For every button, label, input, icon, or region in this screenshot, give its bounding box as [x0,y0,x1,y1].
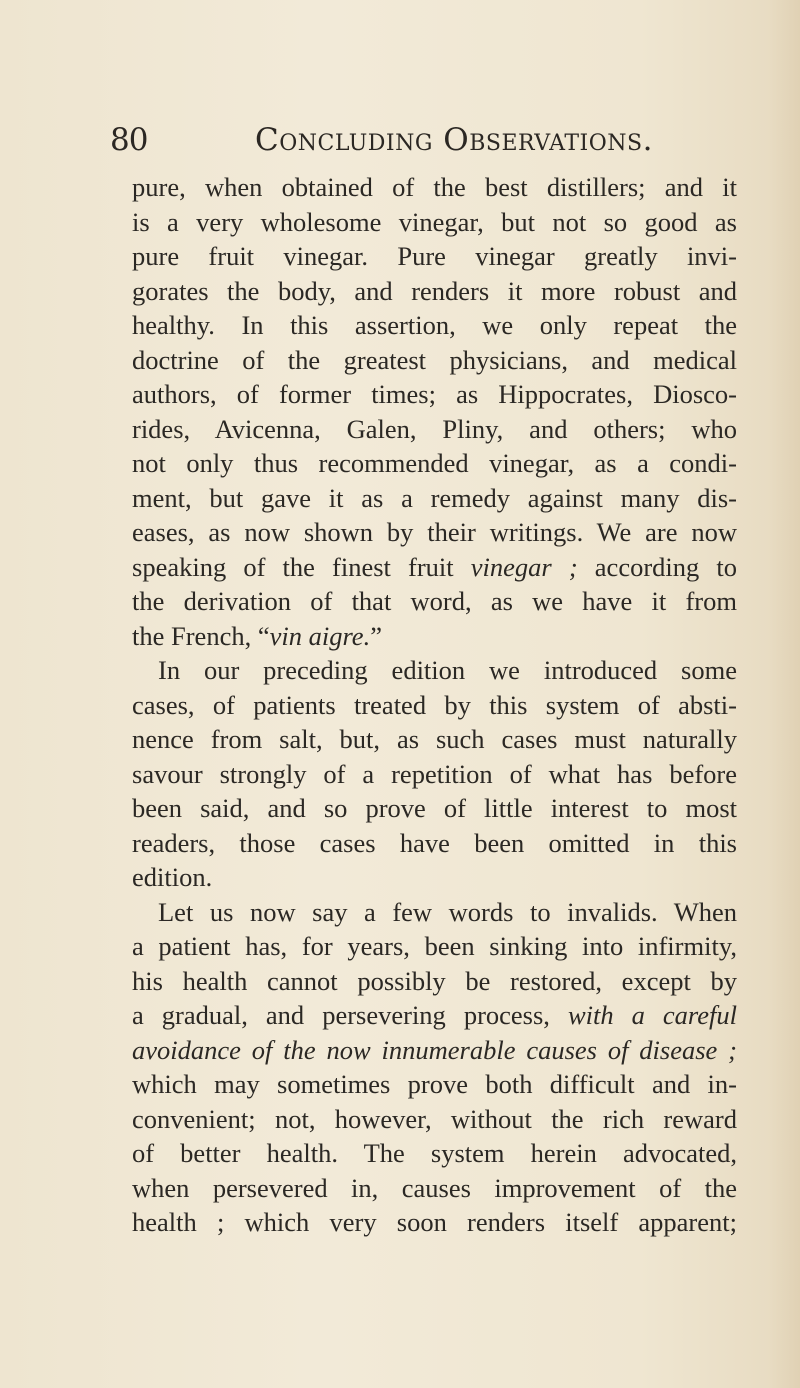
text-line: which may sometimes prove both difficult and in- [132,1069,737,1099]
text-line: edition. [132,862,213,892]
text-line: nence from salt, but, as such cases must naturally [132,724,737,754]
italic-phrase: avoidance of the now innumerable causes of disease ; [132,1034,737,1065]
text-line: healthy. In this assertion, we only repeat the [132,310,737,340]
page-number: 80 [110,122,148,158]
text-line: rides, Avicenna, Galen, Pliny, and others; who [132,413,737,444]
text-line: savour strongly of a repetition of what has before [132,758,737,789]
text-segment: the French, “ [132,620,270,651]
text-line: gorates the body, and renders it more robust and [132,275,737,306]
text-line: of better health. The system herein advocated, [132,1138,737,1168]
text-line: Let us now say a few words to invalids. When [158,896,737,927]
text-line [132,998,737,1033]
text-line: health ; which very soon renders itself apparent; [132,1207,737,1237]
text-line: authors, of former times; as Hippocrates, Diosco- [132,379,737,409]
text-line [132,550,737,585]
text-line: when persevered in, causes improvement of the [132,1172,737,1203]
text-line: readers, those cases have been omitted in this [132,827,737,858]
body-text [132,170,737,1240]
italic-term-vinegar: vinegar ; [470,551,578,582]
text-line: cases, of patients treated by this system of absti- [132,689,737,720]
text-line: his health cannot possibly be restored, except by [132,965,737,996]
text-line: ment, but gave it as a remedy against many dis- [132,482,737,513]
text-line: pure fruit vinegar. Pure vinegar greatly invi- [132,241,737,271]
text-line: is a very wholesome vinegar, but not so good as [132,206,737,237]
text-line: eases, as now shown by their writings. We are now [132,517,737,547]
text-line: a patient has, for years, been sinking into infirmity, [132,931,737,961]
text-line: the derivation of that word, as we have it from [132,586,737,616]
italic-term-vin-aigre: vin aigre. [269,620,371,651]
text-line: In our preceding edition we introduced some [158,655,737,685]
text-segment: a gradual, and persevering process, [132,1000,568,1030]
italic-phrase: with a careful [567,1000,737,1030]
text-line: pure, when obtained of the best distillers; and it [132,172,737,202]
running-head: Concluding Observations. [255,122,653,158]
text-line: been said, and so prove of little interest to most [132,793,737,823]
text-line: convenient; not, however, without the rich reward [132,1103,737,1134]
text-segment: ” [370,620,382,651]
text-line: not only thus recommended vinegar, as a condi- [132,448,737,478]
text-segment: speaking of the finest fruit [132,551,471,582]
text-line [132,1033,737,1068]
text-line: doctrine of the greatest physicians, and medical [132,344,737,375]
text-line [132,619,737,654]
text-segment: according to [577,551,737,582]
